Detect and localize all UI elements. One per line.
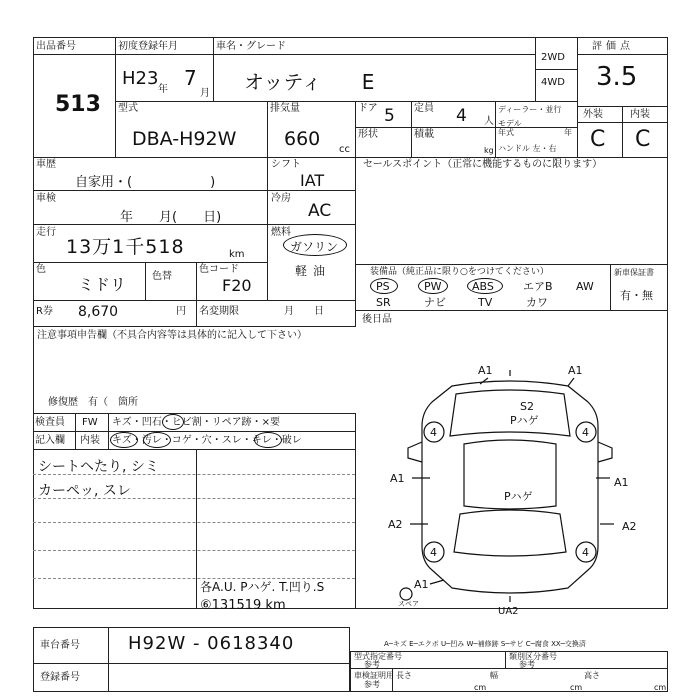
interior-label: 内装 [630,109,650,120]
first-registration-label: 初度登録年月 [118,41,178,52]
rule [33,190,355,191]
remark-line-2: カーペッ, スレ [38,483,131,499]
fuel-label: 燃料 [271,227,291,238]
diagram-mark: Pハゲ [510,414,539,427]
diagram-mark: A2 [622,520,637,533]
recycle-unit: 円 [176,306,186,317]
diagram-mark: UA2 [498,606,519,617]
diagram-mark: A1 [414,578,429,591]
rule [108,413,109,449]
color-value: ミドリ [78,275,127,294]
mileage-unit: km [229,249,245,260]
equip-ps-circle [370,278,398,294]
diagram-mark: A2 [388,518,403,531]
diagram-mark: 4 [582,546,589,559]
registration-year-unit: 年 [158,84,168,95]
exterior-grade: C [590,127,606,152]
steering-label: ハンドル 左・右 [498,144,557,153]
rule [196,262,197,326]
fuel-selected-circle [283,234,347,256]
rule [213,37,214,101]
notes-label: 注意事項申告欄（不具合内容等は具体的に記入して下さい） [37,330,307,341]
inspection-value: 年 月( 日) [120,210,222,225]
equip-navi: ナビ [424,296,446,309]
load-unit: kg [484,146,494,155]
model-year-label: モデル年式 [498,119,522,137]
mark-circle [110,432,138,448]
rule [610,264,611,310]
diagram-mark: A1 [390,472,405,485]
displacement-unit: cc [339,144,350,155]
inspector-interior: 内装 [80,435,100,446]
recycle-label: R券 [36,306,53,317]
rule [350,668,668,669]
color-code-label: 色コード [199,264,239,275]
rule [196,449,197,609]
inspector-label-2: 記入欄 [35,435,65,446]
history-label: 車歴 [36,159,56,170]
rule [505,651,506,668]
mark-circle [162,414,184,430]
equip-aw: AW [576,280,594,293]
rule [75,413,76,449]
rule [577,54,668,55]
registration-box [33,663,350,692]
type-designation-sub: 参考 [364,660,380,669]
exterior-label: 外装 [583,109,603,120]
rule [33,550,355,551]
repair-history-label: 修復歴 有（ 箇所 [48,397,138,408]
warranty-value: 有・無 [620,289,653,302]
registration-month-unit: 月 [200,88,210,99]
inspection-label: 車検 [36,193,56,204]
chassis-value: H92W - 0618340 [128,633,295,654]
diagram-mark: 4 [430,546,437,559]
displacement-label: 排気量 [270,103,300,114]
equip-tv: TV [478,296,493,309]
rule [622,106,623,157]
rule [33,522,355,523]
inspector-row-2: キズ・汚レ・コゲ・穴・スレ・キレ・破レ [112,435,302,446]
diagram-mark: S2 [520,400,534,413]
class-number-sub: 参考 [519,660,535,669]
equip-airbag: エアB [523,280,553,293]
diagram-mark: 4 [430,426,437,439]
certificate-sub: 参考 [364,680,380,689]
rating-value: 3.5 [596,62,638,92]
model-label: 型式 [118,103,138,114]
trans-4wd: 4WD [541,77,565,88]
certificate-label: 車検証明用 [354,671,394,680]
width-unit: cm [570,683,583,692]
mileage-value: 13万1千518 [66,236,185,258]
diagram-mark: 4 [582,426,589,439]
chassis-label: 車台番号 [40,640,80,651]
length-unit: cm [474,683,487,692]
rule [33,157,668,158]
rule [535,69,577,70]
lot-number-label: 出品番号 [36,41,76,52]
inspector-fw: FW [82,417,98,428]
history-value: 自家用・( ) [75,175,216,190]
later-items-label: 後日品 [362,314,392,325]
width-label: 幅 [490,671,498,680]
sales-point-label: セールスポイント（正常に機能するものに限ります） [363,159,603,170]
mileage-label: 走行 [36,227,56,238]
color-label: 色 [36,264,46,275]
rule [115,101,577,102]
interior-grade: C [635,127,651,152]
damage-legend: A─キズ E─エクボ U─凹み W─補修跡 S─サビ C─腐食 XX─交換済 [384,640,586,648]
rule [267,157,268,300]
diagram-mark: A1 [614,476,629,489]
rule [355,310,668,311]
color-change-label: 色替 [152,271,172,282]
warranty-label: 新車保証書 [614,268,654,277]
equip-abs-circle [467,278,503,294]
class-number-label: 類別区分番号 [509,652,557,661]
shift-value: IAT [300,171,325,190]
rule [355,157,356,327]
inspector-row-1: キズ・凹石・ヒビ割・リペア跡・×要 [112,417,280,428]
diagram-mark: A1 [478,364,493,377]
height-label: 高さ [584,671,600,680]
registration-number-label: 登録番号 [40,672,80,683]
model-value: DBA-H92W [132,128,237,150]
equip-abs: ABS [472,280,494,293]
rule [33,326,355,327]
rule [33,431,355,432]
rule [577,37,578,157]
trans-2wd: 2WD [541,52,565,63]
fuel-diesel: 軽油 [295,264,332,278]
rule [33,413,355,414]
rule [33,54,115,55]
rule [355,101,356,157]
rating-label: 評価点 [592,41,634,52]
rule [33,262,267,263]
registration-month: 7 [184,66,197,90]
registration-era: H23 [122,68,159,89]
load-label: 積載 [414,129,434,140]
equip-leather: カワ [526,296,548,309]
rule [355,127,577,128]
diagram-mark: Pハゲ [504,490,533,503]
rule [115,54,535,55]
height-unit: cm [654,683,667,692]
lot-number-value: 513 [55,92,101,117]
rule [108,627,109,692]
model-year-unit: 年 [564,128,572,137]
cooling-label: 冷房 [271,193,291,204]
fuel-gasoline: ガソリン [290,240,339,254]
doors-label: ドア [358,103,378,114]
rule [495,101,496,157]
rule [33,449,355,450]
equip-pw-circle [418,278,448,294]
name-change-label: 名変期限 [199,306,239,317]
inspector-label-1: 検査員 [35,417,65,428]
rule [145,262,146,300]
rule [115,37,116,157]
length-label: 長さ [396,671,412,680]
shift-label: シフト [271,159,301,170]
car-damage-diagram [360,356,666,617]
doors-value: 5 [384,106,395,126]
mark-circle [143,432,171,448]
capacity-label: 定員 [414,103,434,114]
diagram-mark: スペア [398,600,419,608]
cooling-value: AC [308,201,332,221]
capacity-value: 4 [456,106,467,126]
type-designation-label: 型式指定番号 [354,652,402,661]
shape-label: 形状 [358,129,378,140]
rule [267,101,268,157]
diagram-mark: A1 [568,364,583,377]
name-change-value: 月 日 [284,306,324,317]
rule [411,101,412,157]
color-code-value: F20 [222,276,252,295]
equip-pw: PW [424,280,442,293]
displacement-value: 660 [284,128,321,150]
car-name-label: 車名・グレード [216,41,286,52]
rule [33,326,34,413]
equip-ps: PS [376,280,390,293]
remark-line-4: ⑥131519 km [200,598,286,613]
equip-sr: SR [376,296,391,309]
capacity-unit: 人 [484,116,494,127]
dealer-label: ディーラー・並行 [498,105,562,114]
rule [355,413,356,609]
mark-circle [254,432,282,448]
remark-line-1: シートヘたり, シミ [38,459,159,475]
car-name-value: オッティ E [244,70,375,94]
equipment-label: 装備品（純正品に限り○をつけてください） [370,267,549,277]
recycle-value: 8,670 [78,304,119,320]
rule [33,300,355,301]
rule [355,264,668,265]
remark-line-3: 各A.U. Pハゲ. T.凹り.S [200,580,325,594]
